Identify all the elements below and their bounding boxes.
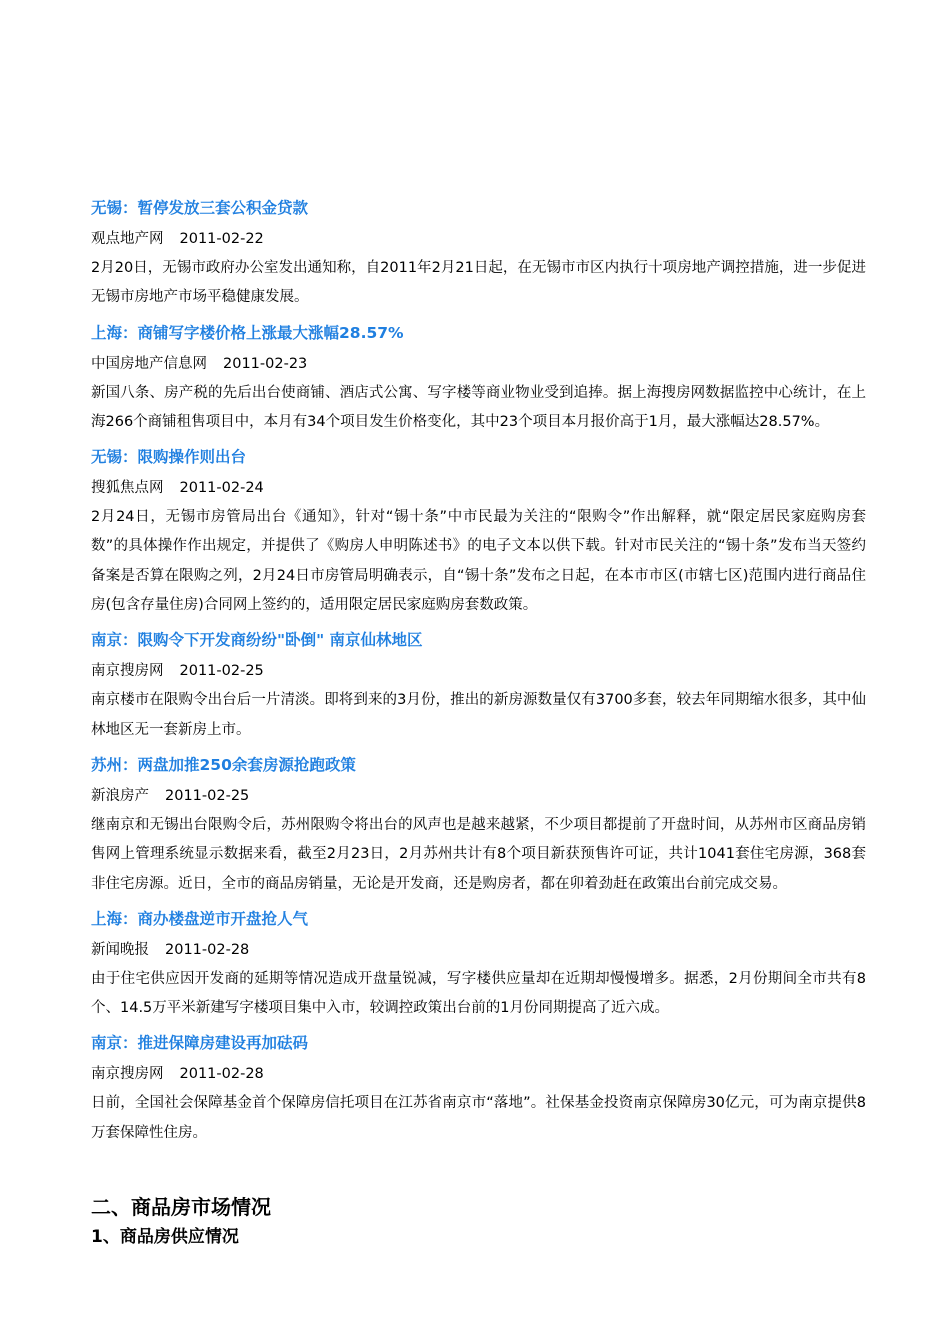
news-item-7 — [91, 1031, 866, 1148]
news-headline: 苏州：两盘加推250余套房源抢跑政策 — [91, 755, 356, 774]
news-source-line — [91, 939, 866, 961]
news-date: 2011-02-25 — [165, 787, 250, 804]
news-date: 2011-02-24 — [179, 480, 264, 497]
news-headline: 上海：商办楼盘逆市开盘抢人气 — [91, 909, 309, 928]
news-source: 中国房地产信息网 — [91, 355, 207, 372]
news-source-line — [91, 785, 866, 807]
news-body: 继南京和无锡出台限购令后，苏州限购令将出台的风声也是越来越紧，不少项目都提前了开盘时间，从苏州市区商品房销售网上管理系统显示数据来看，截至2月23日，2月苏州共计有8个项目新获预售许可证，共计1041套住宅房源，368套非住宅房源。近日，全市的商品房销量，无论是开发商，还是购房者，都在卯着劲赶在政策出台前完成交易。 — [91, 816, 866, 892]
news-headline: 无锡：暂停发放三套公积金贷款 — [91, 199, 309, 217]
news-headline: 上海：商铺写字楼价格上涨最大涨幅28.57% — [91, 323, 404, 342]
news-date: 2011-02-28 — [165, 941, 250, 958]
news-headline: 南京：推进保障房建设再加砝码 — [91, 1034, 309, 1053]
news-item-1 — [91, 196, 866, 313]
news-source: 新浪房产 — [91, 787, 149, 804]
news-source-line — [91, 353, 866, 375]
news-source: 搜狐焦点网 — [91, 480, 164, 497]
news-item-4 — [91, 628, 866, 745]
subsection-title: 1、商品房供应情况 — [91, 1227, 239, 1248]
news-source: 南京搜房网 — [91, 663, 164, 680]
document-content — [91, 196, 866, 1250]
news-date: 2011-02-23 — [223, 355, 308, 372]
section-title: 二、商品房市场情况 — [91, 1195, 271, 1220]
news-headline: 无锡：限购操作则出台 — [91, 448, 247, 467]
news-body: 由于住宅供应因开发商的延期等情况造成开盘量锐减，写字楼供应量却在近期却慢慢增多。据悉，2月份期间全市共有8个、14.5万平米新建写字楼项目集中入市，较调控政策出台前的1月份同期提高了近六成。 — [91, 970, 866, 1017]
news-item-3 — [91, 445, 866, 620]
news-body: 南京楼市在限购令出台后一片清淡。即将到来的3月份，推出的新房源数量仅有3700多套，较去年同期缩水很多，其中仙林地区无一套新房上市。 — [91, 692, 866, 738]
news-item-2 — [91, 321, 866, 438]
news-date: 2011-02-28 — [179, 1066, 264, 1083]
news-item-6 — [91, 907, 866, 1024]
news-headline: 南京：限购令下开发商纷纷"卧倒" 南京仙林地区 — [91, 631, 423, 650]
news-body: 日前，全国社会保障基金首个保障房信托项目在江苏省南京市“落地”。社保基金投资南京保障房30亿元，可为南京提供8万套保障性住房。 — [91, 1095, 866, 1141]
news-source-line — [91, 477, 866, 499]
news-source-line — [91, 228, 866, 250]
news-source: 南京搜房网 — [91, 1066, 164, 1083]
news-body: 2月20日，无锡市政府办公室发出通知称，自2011年2月21日起，在无锡市市区内执行十项房地产调控措施，进一步促进无锡市房地产市场平稳健康发展。 — [91, 260, 866, 306]
news-date: 2011-02-22 — [179, 231, 264, 247]
news-source: 观点地产网 — [91, 231, 164, 247]
news-body: 2月24日，无锡市房管局出台《通知》，针对“锡十条”中市民最为关注的“限购令”作出解释，就“限定居民家庭购房套数”的具体操作作出规定，并提供了《购房人申明陈述书》的电子文本以供下载。针对市民关注的“锡十条”发布当天签约备案是否算在限购之列，2月24日市房管局明确表示，自“锡十条”发布之日起，在本市市区(市辖七区)范围内进行商品住房(包含存量住房)合同网上签约的，适用限定居民家庭购房套数政策。 — [91, 509, 866, 614]
news-date: 2011-02-25 — [179, 663, 264, 680]
news-item-5 — [91, 753, 866, 899]
news-source: 新闻晚报 — [91, 941, 149, 958]
news-source-line — [91, 660, 866, 682]
news-source-line — [91, 1063, 866, 1085]
news-body: 新国八条、房产税的先后出台使商铺、酒店式公寓、写字楼等商业物业受到追捧。据上海搜房网数据监控中心统计，在上海266个商铺租售项目中，本月有34个项目发生价格变化，其中23个项目本月报价高于1月，最大涨幅达28.57%。 — [91, 384, 866, 430]
